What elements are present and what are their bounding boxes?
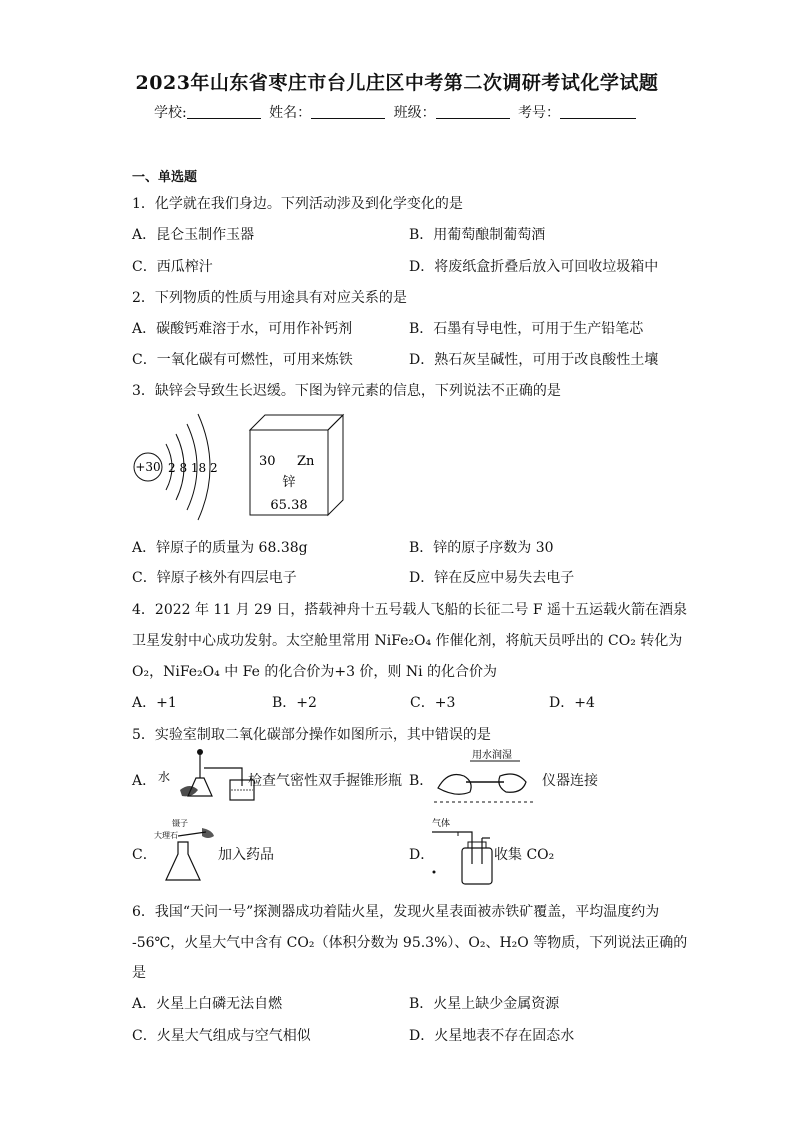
q4-line-3: O₂，NiFe₂O₄ 中 Fe 的化合价为+3 价，则 Ni 的化合价为 xyxy=(132,664,498,680)
q1-option-d: D．将废纸盒折叠后放入可回收垃圾箱中 xyxy=(409,259,659,275)
q6-option-d: D．火星地表不存在固态水 xyxy=(409,1028,575,1044)
q2-stem: 2．下列物质的性质与用途具有对应关系的是 xyxy=(132,290,407,306)
q2-option-c: C．一氧化碳有可燃性，可用来炼铁 xyxy=(132,352,353,368)
section-heading: 一、单选题 xyxy=(132,170,198,185)
atomic-number: 30 xyxy=(259,454,276,469)
q3-option-a: A．锌原子的质量为 68.38g xyxy=(132,540,308,556)
q6-option-b: B．火星上缺少金属资源 xyxy=(409,996,560,1012)
q1-option-b: B．用葡萄酿制葡萄酒 xyxy=(409,227,546,243)
q4-option-d: D．+4 xyxy=(549,695,595,711)
wet-with-water-label: 用水润湿 xyxy=(472,750,512,761)
q6-option-c: C．火星大气组成与空气相似 xyxy=(132,1028,311,1044)
q6-line-1: 6．我国“天问一号”探测器成功着陆火星，发现火星表面被赤铁矿覆盖，平均温度约为 xyxy=(132,904,660,920)
cube-top-face xyxy=(250,415,343,430)
q5-stem: 5．实验室制取二氧化碳部分操作如图所示，其中错误的是 xyxy=(132,727,491,743)
collect-gas-figure xyxy=(428,814,494,886)
q5-option-c-letter: C． xyxy=(132,847,157,863)
water-label: 水 xyxy=(158,770,171,784)
name-blank xyxy=(311,104,385,119)
tweezers-label: 镊子 xyxy=(172,819,188,828)
q6-line-2: -56℃，火星大气中含有 CO₂（体积分数为 95.3%）、O₂、H₂O 等物质，下列说法正确的 xyxy=(132,935,688,951)
q5-option-b-text: 仪器连接 xyxy=(542,773,598,789)
marble-label: 大理石 xyxy=(154,831,178,840)
q5-option-a-text: 检查气密性双手握锥形瓶 xyxy=(248,773,402,789)
exam-title: 2023年山东省枣庄市台儿庄区中考第二次调研考试化学试题 xyxy=(135,72,659,94)
q3-option-b: B．锌的原子序数为 30 xyxy=(409,540,554,556)
hand-icon xyxy=(180,786,198,796)
q2-option-b: B．石墨有导电性，可用于生产铅笔芯 xyxy=(409,321,644,337)
q1-option-c: C．西瓜榨汁 xyxy=(132,259,213,275)
zinc-element-cube xyxy=(247,412,347,518)
zinc-atom-structure-diagram xyxy=(132,404,232,524)
gas-bottle-icon xyxy=(462,848,492,884)
gas-label: 气体 xyxy=(432,819,451,829)
q4-line-2: 卫星发射中心成功发射。太空舱里常用 NiFe₂O₄ 作催化剂，将航天员呼出的 CO₂ 转化为 xyxy=(132,633,683,649)
element-name: 锌 xyxy=(282,475,296,490)
hand-icon-2 xyxy=(202,828,214,838)
q6-option-a: A．火星上白磷无法自燃 xyxy=(132,996,283,1012)
school-label: 学校: xyxy=(153,105,187,121)
add-reagent-figure xyxy=(152,814,218,884)
student-info-line xyxy=(0,102,794,122)
q5-option-a-letter: A． xyxy=(132,773,157,789)
q3-option-c: C．锌原子核外有四层电子 xyxy=(132,570,297,586)
q4-option-a: A．+1 xyxy=(132,695,177,711)
class-label: 班级： xyxy=(393,105,436,121)
nucleus-charge: +30 xyxy=(135,460,161,474)
atomic-mass: 65.38 xyxy=(270,498,308,513)
number-label: 考号： xyxy=(518,105,561,121)
q3-stem: 3．缺锌会导致生长迟缓。下图为锌元素的信息，下列说法不正确的是 xyxy=(132,383,561,399)
school-blank xyxy=(187,104,261,119)
cube-side-face xyxy=(328,415,343,515)
electron-counts: 2 8 18 2 xyxy=(168,461,218,475)
instrument-connection-figure xyxy=(430,746,540,806)
q5-option-b-letter: B． xyxy=(409,773,434,789)
q3-option-d: D．锌在反应中易失去电子 xyxy=(409,570,575,586)
tweezers-icon xyxy=(178,832,206,836)
right-hand-icon xyxy=(499,774,526,792)
q6-line-3: 是 xyxy=(132,965,146,981)
q5-option-d-letter: D． xyxy=(409,847,435,863)
airtightness-check-figure xyxy=(152,746,262,806)
conical-flask-icon xyxy=(166,842,200,880)
number-blank xyxy=(560,104,636,119)
left-hand-icon xyxy=(438,775,471,795)
q4-option-b: B．+2 xyxy=(272,695,317,711)
q1-stem: 1．化学就在我们身边。下列活动涉及到化学变化的是 xyxy=(132,196,463,212)
name-label: 姓名： xyxy=(269,105,312,121)
q4-line-1: 4．2022 年 11 月 29 日，搭载神舟十五号载人飞船的长征二号 F 遥十五运载火箭在酒泉 xyxy=(132,602,688,618)
q2-option-d: D．熟石灰呈碱性，可用于改良酸性土壤 xyxy=(409,352,659,368)
class-blank xyxy=(436,104,510,119)
q4-option-c: C．+3 xyxy=(410,695,456,711)
q2-option-a: A．碳酸钙难溶于水，可用作补钙剂 xyxy=(132,321,353,337)
q5-option-c-text: 加入药品 xyxy=(218,847,274,863)
q1-option-a: A．昆仑玉制作玉器 xyxy=(132,227,255,243)
q5-option-d-text: 收集 CO₂ xyxy=(494,847,555,863)
element-symbol: Zn xyxy=(297,454,315,469)
